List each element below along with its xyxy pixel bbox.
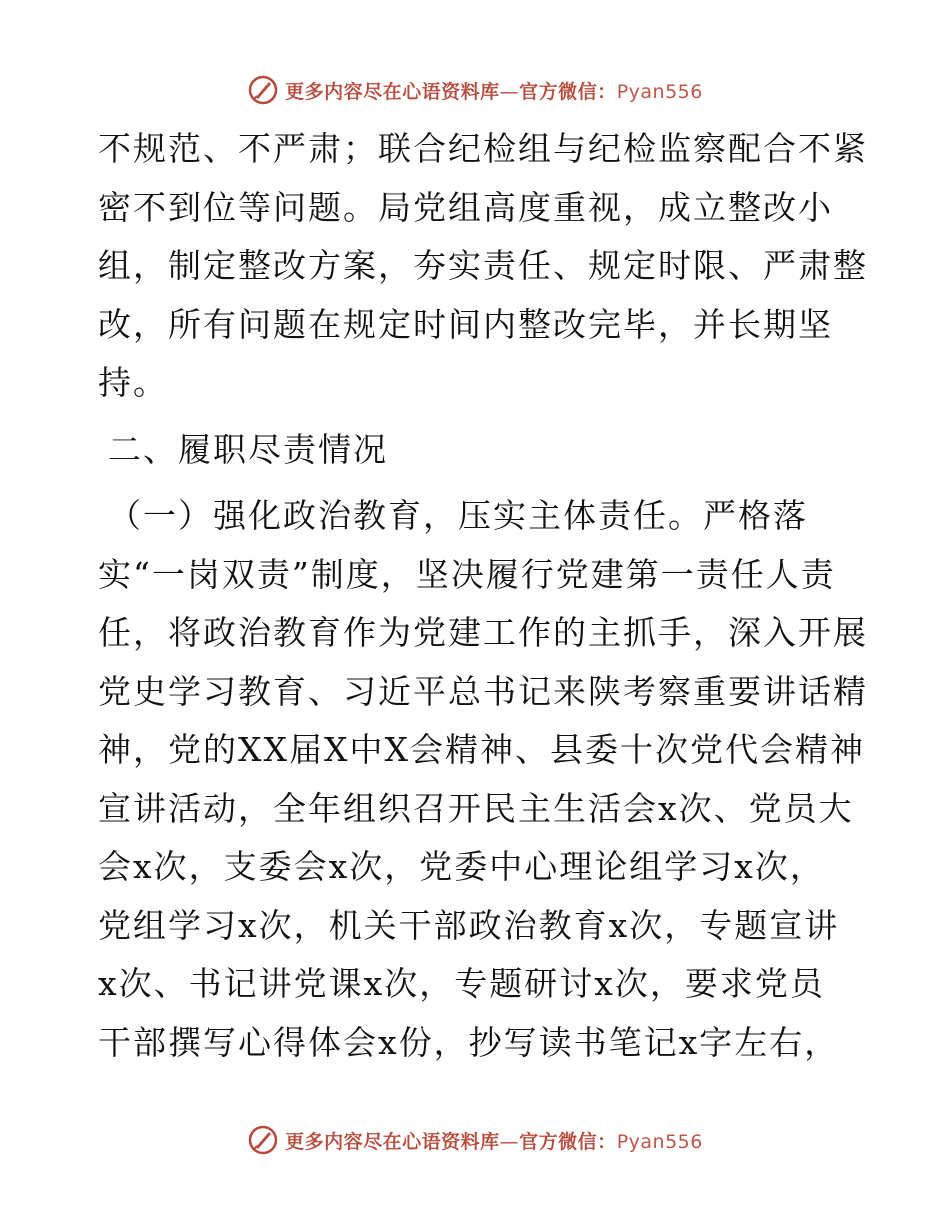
watermark-footer: [0, 1122, 950, 1158]
text-line: 党史学习教育、习近平总书记来陕考察重要讲话精: [98, 671, 868, 711]
text-line: 干部撰写心得体会x份，抄写读书笔记x字左右，: [98, 1022, 840, 1062]
watermark-id: Pyan556: [616, 80, 703, 103]
text-line: 实“一岗双责”制度，坚决履行党建第一责任人责: [98, 554, 836, 594]
watermark-main: 更多内容尽在心语资料库: [285, 80, 500, 103]
watermark-separator: —: [499, 80, 520, 103]
text-line: 密不到位等问题。局党组高度重视，成立整改小: [98, 187, 833, 227]
text-line: 会x次，支委会x次，党委中心理论组学习x次，: [98, 847, 825, 886]
text-line: 不规范、不严肃；联合纪检组与纪检监察配合不紧: [98, 129, 868, 168]
watermark-separator: —: [499, 1130, 520, 1153]
text-line: 党组学习x次，机关干部政治教育x次，专题宣讲: [98, 905, 840, 945]
watermark-main: 更多内容尽在心语资料库: [285, 1130, 500, 1153]
text-line: 持。: [98, 363, 168, 402]
watermark-id: Pyan556: [616, 1130, 703, 1153]
text-line: 神，党的XX届X中X会精神、县委十次党代会精神: [98, 730, 865, 769]
text-line: 任，将政治教育作为党建工作的主抓手，深入开展: [98, 613, 868, 652]
watermark-label: 官方微信：: [519, 80, 617, 103]
quill-logo-icon: [247, 74, 279, 106]
subsection-heading: （一）强化政治教育，压实主体责任。严格落: [108, 496, 808, 535]
watermark-text: [285, 1127, 703, 1154]
text-line: 改，所有问题在规定时间内整改完毕，并长期坚: [98, 304, 833, 344]
watermark-label: 官方微信：: [519, 1130, 617, 1153]
quill-logo-icon: [247, 1124, 279, 1156]
document-body: [98, 120, 868, 1072]
watermark-header: [0, 72, 950, 108]
text-line: x次、书记讲党课x次，专题研讨x次，要求党员: [98, 964, 825, 1003]
section-heading: 二、履职尽责情况: [108, 429, 388, 469]
text-line: 组，制定整改方案，夯实责任、规定时限、严肃整: [98, 246, 868, 285]
watermark-text: [285, 77, 703, 104]
text-line: 宣讲活动，全年组织召开民主生活会x次、党员大: [98, 788, 854, 828]
